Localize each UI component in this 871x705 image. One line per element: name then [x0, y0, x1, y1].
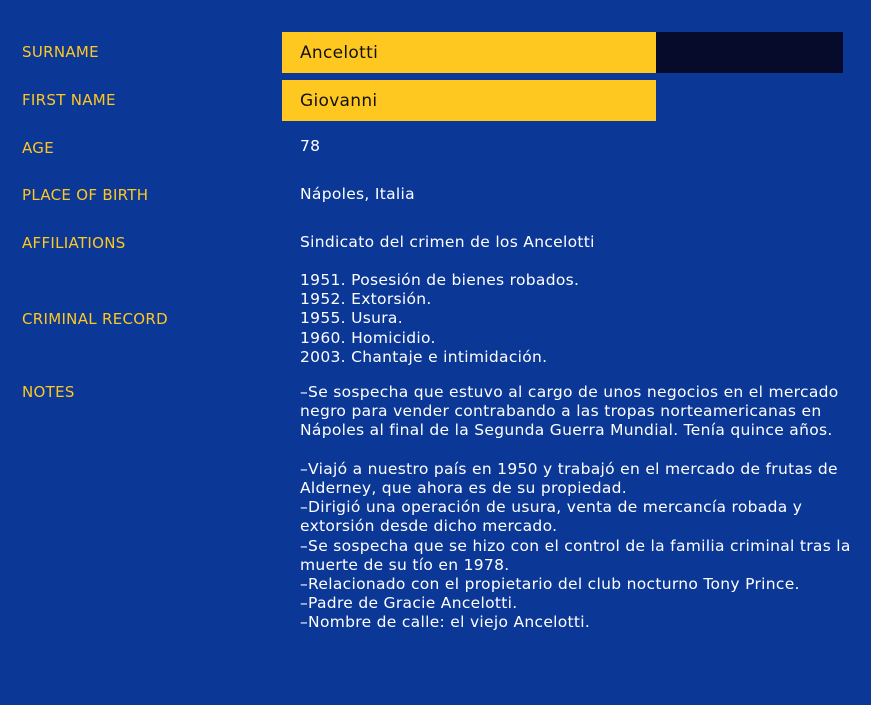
affiliations-value: Sindicato del crimen de los Ancelotti: [300, 233, 595, 251]
first-name-label: FIRST NAME: [22, 91, 116, 109]
age-value: 78: [300, 137, 321, 155]
criminal-record-label: CRIMINAL RECORD: [22, 310, 168, 328]
notes-value: –Se sospecha que estuvo al cargo de unos negocios en el mercado negro para vender contrabando a las tropas norteamericanas en Nápoles al final de la Segunda Guerra Mundial. Tenía quince años. –Viajó a nuestro país en 1950 y trabajó en el mercado de frutas de Alderney, que ahora es de su propiedad. –Dirigió una operación de usura, venta de mercancía robada y extorsión desde dicho mercado. –Se sospecha que se hizo con el control de la familia criminal tras la muerte de su tío en 1978. –Relacionado con el propietario del club nocturno Tony Prince. –Padre de Gracie Ancelotti. –Nombre de calle: el viejo Ancelotti.: [300, 383, 851, 632]
place-of-birth-value: Nápoles, Italia: [300, 185, 415, 203]
place-of-birth-label: PLACE OF BIRTH: [22, 186, 149, 204]
notes-label: NOTES: [22, 383, 75, 401]
age-label: AGE: [22, 139, 54, 157]
redacted-block: [656, 32, 843, 73]
surname-label: SURNAME: [22, 43, 99, 61]
criminal-record-value: 1951. Posesión de bienes robados. 1952. Extorsión. 1955. Usura. 1960. Homicidio. 2003. Chantaje e intimidación.: [300, 271, 580, 366]
affiliations-label: AFFILIATIONS: [22, 234, 126, 252]
first-name-value: Giovanni: [282, 80, 656, 121]
surname-value: Ancelotti: [282, 32, 656, 73]
